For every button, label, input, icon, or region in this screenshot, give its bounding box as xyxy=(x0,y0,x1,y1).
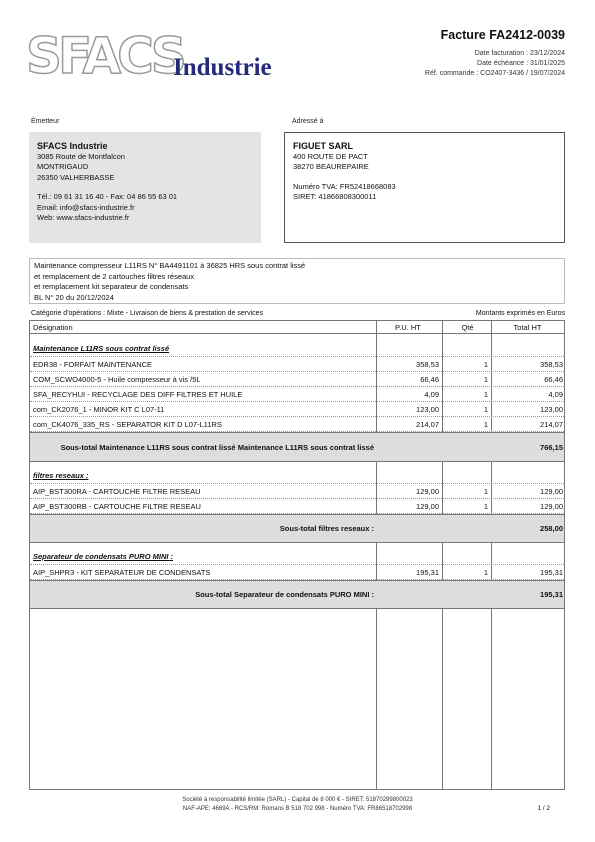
line-quantity: 1 xyxy=(483,359,488,369)
section-title: Maintenance L11RS sous contrat lissé xyxy=(33,343,170,353)
line-quantity: 1 xyxy=(483,419,488,429)
line-quantity: 1 xyxy=(483,389,488,399)
invoice-date: Date facturation : 23/12/2024 xyxy=(474,50,565,57)
emitter-address-line: MONTRIGAUD xyxy=(37,162,89,171)
emitter-name: SFACS Industrie xyxy=(37,141,108,151)
line-total: 195,31 xyxy=(540,567,563,577)
logo-wordmark: SFACS xyxy=(26,27,183,85)
line-unit-price: 214,07 xyxy=(416,419,439,429)
table-row xyxy=(30,372,564,387)
emitter-email: Email: info@sfacs-industrie.fr xyxy=(37,202,135,212)
line-quantity: 1 xyxy=(483,567,488,577)
line-designation: com_CK4076_335_RS - SEPARATOR KIT D L07-L11RS xyxy=(33,419,222,429)
invoice-order-ref: Réf. commande : CO2407-3436 / 19/07/2024 xyxy=(424,70,565,77)
table-row xyxy=(30,417,564,432)
emitter-phone: Tél.: 09 61 31 16 40 - Fax: 04 86 55 63 01 xyxy=(37,192,178,201)
line-quantity: 1 xyxy=(483,404,488,414)
subtotal-label: Sous-total Separateur de condensats PURO MINI : xyxy=(195,590,374,599)
logo-subtitle: Industrie xyxy=(173,54,272,81)
recipient-vat: Numéro TVA: FR52418668083 xyxy=(293,181,396,191)
description-line: et remplacement kit separateur de condensats xyxy=(34,282,189,291)
section-heading-row xyxy=(30,467,564,484)
subtotal-row xyxy=(30,514,564,543)
section-title: filtres reseaux : xyxy=(33,470,89,480)
header-designation: Désignation xyxy=(33,322,73,332)
recipient-name: FIGUET SARL xyxy=(293,141,353,151)
table-row xyxy=(30,499,564,514)
subtotal-amount: 766,15 xyxy=(540,442,563,452)
recipient-address-line: 38270 BEAUREPAIRE xyxy=(293,162,369,171)
line-unit-price: 195,31 xyxy=(416,567,439,577)
line-unit-price: 123,00 xyxy=(416,404,439,414)
line-total: 214,07 xyxy=(540,419,563,429)
invoice-description xyxy=(29,258,565,304)
line-total: 4,09 xyxy=(548,389,563,399)
recipient-label: Adressé à xyxy=(292,118,324,125)
line-unit-price: 129,00 xyxy=(416,501,439,511)
page-footer xyxy=(0,796,595,814)
subtotal-label: Sous-total Maintenance L11RS sous contrat lissé Maintenance L11RS sous contrat lissé xyxy=(60,442,374,452)
line-quantity: 1 xyxy=(483,374,488,384)
operation-category: Catégorie d'opérations : Mixte - Livraison de biens & prestation de services xyxy=(31,310,264,317)
description-line: BL N° 20 du 20/12/2024 xyxy=(34,292,114,302)
line-quantity: 1 xyxy=(483,486,488,496)
table-row xyxy=(30,484,564,499)
line-total: 358,53 xyxy=(540,359,563,369)
line-quantity: 1 xyxy=(483,501,488,511)
line-unit-price: 4,09 xyxy=(424,389,439,399)
header-quantity: Qté xyxy=(461,322,474,332)
subtotal-amount: 195,31 xyxy=(540,590,563,599)
line-designation: AIP_BST300RB - CARTOUCHE FILTRE RESEAU xyxy=(33,501,201,511)
table-row xyxy=(30,565,564,580)
line-unit-price: 66,46 xyxy=(420,374,439,384)
emitter-label: Émetteur xyxy=(31,118,60,125)
subtotal-amount: 258,00 xyxy=(540,524,563,533)
recipient-box xyxy=(284,132,565,243)
header-unit-price: P.U. HT xyxy=(395,322,421,332)
invoice-meta xyxy=(425,49,565,79)
table-header-row xyxy=(30,321,564,334)
line-designation: EDR38 - FORFAIT MAINTENANCE xyxy=(33,359,153,369)
line-designation: COM_SCWO4000-5 - Huile compresseur à vis /5L xyxy=(33,374,201,384)
line-designation: SFA_RECYHUI - RECYCLAGE DES DIFF FILTRES ET HUILE xyxy=(33,389,243,399)
invoice-title: Facture FA2412-0039 xyxy=(440,28,565,42)
line-designation: AIP_BST300RA - CARTOUCHE FILTRE RESEAU xyxy=(33,486,201,496)
emitter-address-line: 26350 VALHERBASSE xyxy=(37,172,115,182)
table-row xyxy=(30,357,564,372)
table-row xyxy=(30,402,564,417)
invoice-due-date: Date échéance : 31/01/2025 xyxy=(477,60,565,67)
line-total: 129,00 xyxy=(540,501,563,511)
line-total: 123,00 xyxy=(540,404,563,414)
section-heading-row xyxy=(30,340,564,357)
recipient-address-line: 400 ROUTE DE PACT xyxy=(293,151,368,161)
line-total: 129,00 xyxy=(540,486,563,496)
description-line: Maintenance compresseur L11RS N° BA4491101 à 36825 HRS sous contrat lissé xyxy=(34,261,306,270)
footer-legal-line: NAF-APE: 4669A - RCS/RM: Romans B 518 702 998 - Numéro TVA: FR86518702998 xyxy=(182,806,413,812)
emitter-web: Web: www.sfacs-industrie.fr xyxy=(37,213,130,222)
section-title: Separateur de condensats PURO MINI : xyxy=(33,551,174,561)
currency-note: Montants exprimés en Euros xyxy=(475,310,565,317)
line-designation: com_CK2076_1 - MINOR KIT C L07-11 xyxy=(33,404,165,414)
subtotal-row xyxy=(30,580,564,609)
line-designation: AIP_SHPR3 - KIT SEPARATEUR DE CONDENSATS xyxy=(33,567,211,577)
recipient-siret: SIRET: 41866808300011 xyxy=(293,192,377,201)
line-unit-price: 129,00 xyxy=(416,486,439,496)
line-total: 66,46 xyxy=(544,374,563,384)
emitter-address-line: 3085 Route de Montfalcon xyxy=(37,151,125,161)
emitter-box xyxy=(29,132,261,243)
header-total: Total HT xyxy=(513,322,542,332)
subtotal-row xyxy=(30,432,564,462)
company-logo xyxy=(26,27,296,85)
invoice-lines-table xyxy=(29,320,565,790)
description-line: et remplacement de 2 cartouches filtres réseaux xyxy=(34,271,195,281)
footer-legal-line: Société à responsabilité limitée (SARL) - Capital de 8 000 € - SIRET: 51870299800023 xyxy=(182,797,413,803)
line-unit-price: 358,53 xyxy=(416,359,439,369)
subtotal-label: Sous-total filtres reseaux : xyxy=(279,524,374,533)
section-heading-row xyxy=(30,548,564,565)
table-row xyxy=(30,387,564,402)
page-number: 1 / 2 xyxy=(537,805,550,812)
